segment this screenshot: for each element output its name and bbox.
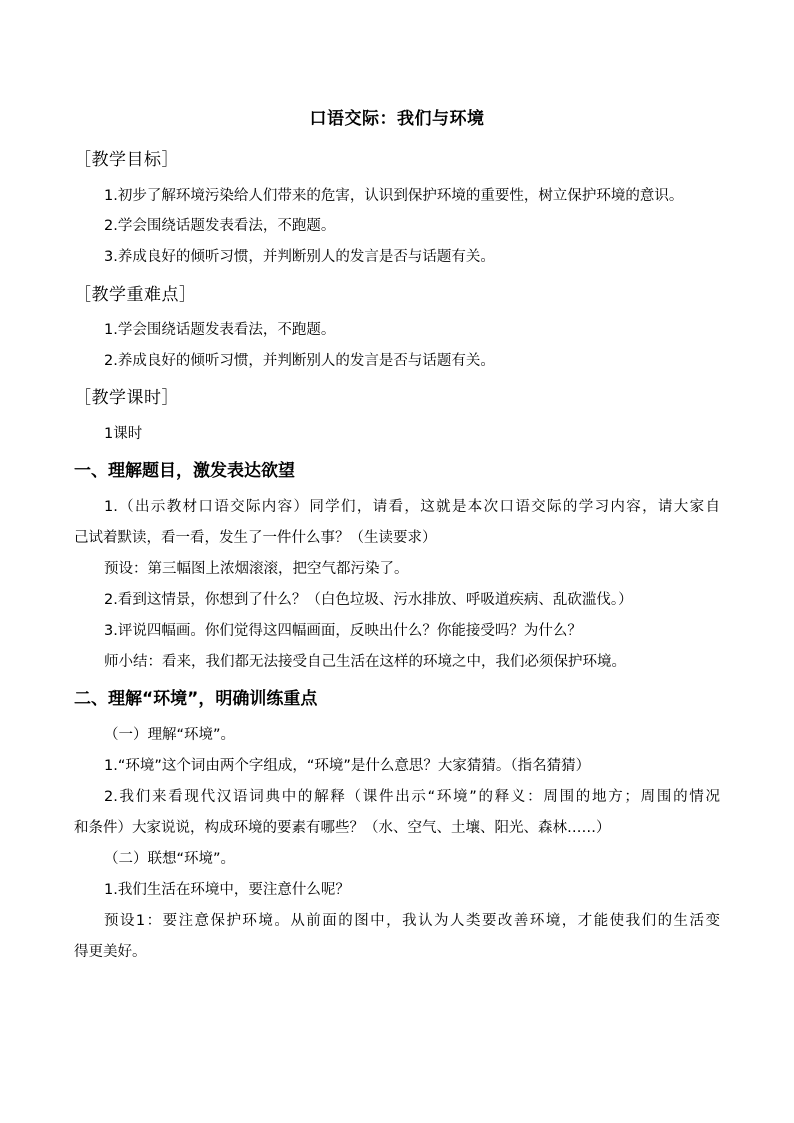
goal-heading: ［教学目标］ xyxy=(74,150,179,170)
section2-heading: 二、理解“环境”，明确训练重点 xyxy=(74,689,318,709)
subsection-heading: （二）联想“环境”。 xyxy=(104,851,236,867)
paragraph-line: 预设1：要注意保护环境。从前面的图中，我认为人类要改善环境，才能使我们的生活变 xyxy=(104,913,720,929)
page-title: 口语交际：我们与环境 xyxy=(309,109,485,129)
paragraph-line: 2.看到这情景，你想到了什么？（白色垃圾、污水排放、呼吸道疾病、乱砍滥伐。） xyxy=(104,592,633,608)
difficulty-item: 1.学会围绕话题发表看法，不跑题。 xyxy=(104,322,336,338)
paragraph-line: 2.我们来看现代汉语词典中的解释（课件出示“环境”的释义：周围的地方；周围的情况 xyxy=(104,789,720,805)
paragraph-line: 3.评说四幅画。你们觉得这四幅画面，反映出什么？你能接受吗？为什么？ xyxy=(104,623,582,639)
goal-item: 3.养成良好的倾听习惯，并判断别人的发言是否与话题有关。 xyxy=(104,249,495,265)
paragraph-line: 1.我们生活在环境中，要注意什么呢？ xyxy=(104,882,350,898)
section1-heading: 一、理解题目，激发表达欲望 xyxy=(74,461,295,481)
paragraph-line: 预设：第三幅图上浓烟滚滚，把空气都污染了。 xyxy=(104,561,409,577)
hours-text: 1课时 xyxy=(104,426,143,442)
paragraph-line: 1.（出示教材口语交际内容）同学们，请看，这就是本次口语交际的学习内容，请大家自 xyxy=(104,499,720,515)
difficulty-item: 2.养成良好的倾听习惯，并判断别人的发言是否与话题有关。 xyxy=(104,353,495,369)
goal-item: 2.学会围绕话题发表看法，不跑题。 xyxy=(104,218,336,234)
goal-item: 1.初步了解环境污染给人们带来的危害，认识到保护环境的重要性，树立保护环境的意识。 xyxy=(104,188,684,204)
paragraph-line: 1.“环境”这个词由两个字组成，“环境”是什么意思？大家猜猜。（指名猜猜） xyxy=(104,758,591,774)
paragraph-line: 得更美好。 xyxy=(74,944,147,960)
subsection-heading: （一）理解“环境”。 xyxy=(104,727,236,743)
paragraph-line: 和条件）大家说说，构成环境的要素有哪些？（水、空气、土壤、阳光、森林……） xyxy=(74,820,611,836)
paragraph-line: 师小结：看来，我们都无法接受自己生活在这样的环境之中，我们必须保护环境。 xyxy=(104,654,626,670)
paragraph-line: 己试着默读，看一看，发生了一件什么事？（生读要求） xyxy=(74,530,437,546)
hours-heading: ［教学课时］ xyxy=(74,388,179,408)
difficulty-heading: ［教学重难点］ xyxy=(74,285,197,305)
